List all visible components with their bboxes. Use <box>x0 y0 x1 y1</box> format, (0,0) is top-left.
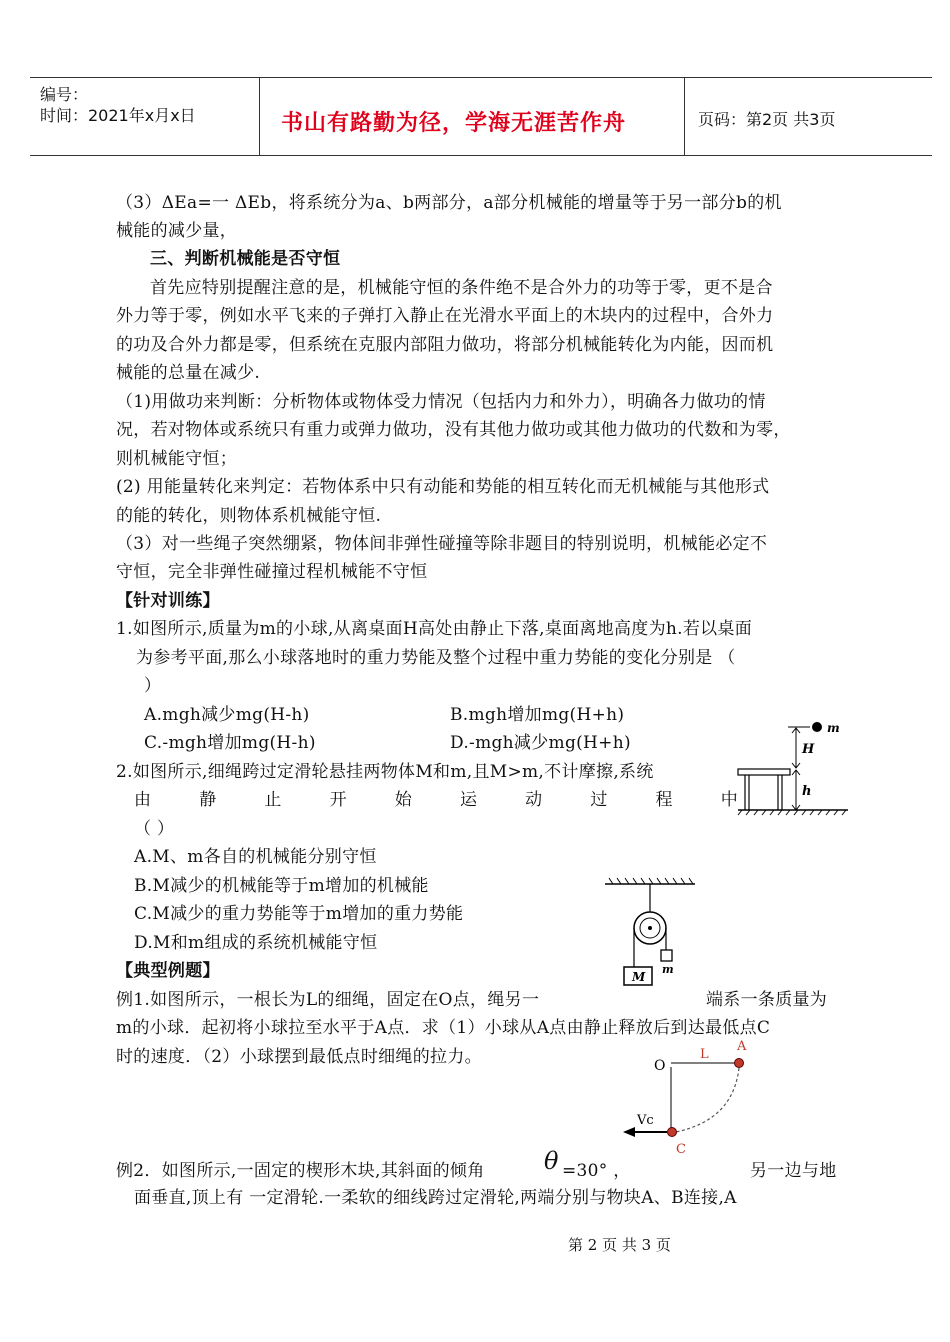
ex2-line1-part3: 另一边与地 <box>750 1161 837 1181</box>
q1-line3: ） <box>144 676 162 696</box>
header-bottom-rule <box>30 155 932 156</box>
q2-char: 运 <box>459 790 478 810</box>
ball <box>812 722 822 732</box>
p3-line2: 械能的减少量， <box>116 221 238 241</box>
q2-char: 静 <box>199 790 217 810</box>
q2-option-c: C.M减少的重力势能等于m增加的重力势能 <box>134 904 464 924</box>
h-label: h <box>802 784 812 799</box>
method2-line2: 的能的转化，则物体系机械能守恒. <box>116 506 382 526</box>
q1-option-a: A.mgh减少mg(H-h) <box>144 705 310 725</box>
q2-char: 中 <box>720 790 738 810</box>
q2-option-a: A.M、m各自的机械能分别守恒 <box>134 847 377 867</box>
method1-line3: 则机械能守恒； <box>116 449 238 469</box>
q1-option-d: D.-mgh减少mg(H+h) <box>450 733 631 753</box>
point-A-label: A <box>737 1039 747 1054</box>
p3-line1: （3）ΔEa=一 ΔEb，将系统分为a、b两部分，a部分机械能的增量等于另一部分b的机 <box>116 193 782 213</box>
q2-line2 <box>134 785 738 810</box>
q2-char: 过 <box>590 790 608 810</box>
ball-label: m <box>827 721 840 735</box>
small-mass-label: m <box>662 963 674 976</box>
examples-title: 【典型例题】 <box>116 961 220 981</box>
figure-pendulum <box>615 1032 775 1160</box>
theta-symbol: θ <box>544 1147 559 1175</box>
ceiling-hatching <box>609 878 693 884</box>
q2-char: 动 <box>525 790 543 810</box>
figure-pulley <box>600 876 700 992</box>
pulley-axle <box>648 926 652 930</box>
method3-line1: （3）对一些绳子突然绷紧，物体间非弹性碰撞等除非题目的特别说明，机械能必定不 <box>116 534 768 554</box>
q2-char: 止 <box>264 790 282 810</box>
q2-option-b: B.M减少的机械能等于m增加的机械能 <box>134 876 429 896</box>
intro-line3: 的功及合外力都是零，但系统在克服内部阻力做功，将部分机械能转化为内能，因而机 <box>116 335 774 355</box>
header-motto: 书山有路勤为径，学海无涯苦作舟 <box>281 111 627 136</box>
ex2-line1-part2: =30° ， <box>562 1161 631 1181</box>
point-C-label: C <box>676 1142 686 1157</box>
small-mass-block <box>661 950 672 961</box>
method2-line1: (2) 用能量转化来判定：若物体系中只有动能和势能的相互转化而无机械能与其他形式 <box>116 477 770 497</box>
q1-line2: 为参考平面,那么小球落地时的重力势能及整个过程中重力势能的变化分别是 （ <box>136 648 736 668</box>
section3-title: 三、判断机械能是否守恒 <box>150 249 341 269</box>
table-top <box>738 769 790 775</box>
H-label: H <box>802 742 815 757</box>
header-divider-left <box>259 77 260 156</box>
ball-at-C <box>668 1128 677 1137</box>
q1-line1: 1.如图所示,质量为m的小球,从离桌面H高处由静止下落,桌面离地高度为h.若以桌面 <box>116 619 753 639</box>
q2-char: 开 <box>329 790 347 810</box>
q2-char: 程 <box>655 790 673 810</box>
ex1-line1-part1: 例1.如图所示，一根长为L的细绳，固定在O点，绳另一 <box>116 990 540 1010</box>
ex1-line1-part2: 端系一条质量为 <box>706 990 828 1010</box>
q2-char: 始 <box>394 790 413 810</box>
method1-line1: （1)用做功来判断：分析物体或物体受力情况（包括内力和外力），明确各力做功的情 <box>116 392 766 412</box>
velocity-arrowhead <box>623 1127 635 1137</box>
intro-line2: 外力等于零，例如水平飞来的子弹打入静止在光滑水平面上的木块内的过程中，合外力 <box>116 306 774 326</box>
q2-line1: 2.如图所示,细绳跨过定滑轮悬挂两物体M和m,且M>m,不计摩擦,系统 <box>116 762 654 782</box>
intro-line1: 首先应特别提醒注意的是，机械能守恒的条件绝不是合外力的功等于零，更不是合 <box>150 278 773 298</box>
point-O-label: O <box>654 1058 666 1074</box>
velocity-Vc-label: Vc <box>637 1113 654 1128</box>
ex1-line2: m的小球．起初将小球拉至水平于A点．求（1）小球从A点由静止释放后到达最低点C <box>116 1018 771 1038</box>
header-divider-right <box>684 77 685 156</box>
intro-line4: 械能的总量在减少. <box>116 363 261 383</box>
method3-line2: 守恒，完全非弹性碰撞过程机械能不守恒 <box>116 562 428 582</box>
header-number: 编号： <box>40 85 89 104</box>
figure-table-ball <box>736 718 852 818</box>
big-mass-label: M <box>632 970 646 984</box>
ex2-line1-part1: 例2．如图所示,一固定的楔形木块,其斜面的倾角 <box>116 1161 485 1181</box>
q2-option-d: D.M和m组成的系统机械能守恒 <box>134 933 378 953</box>
ex1-line3: 时的速度．（2）小球摆到最低点时细绳的拉力。 <box>116 1047 482 1067</box>
header-time: 时间：2021年x月x日 <box>40 106 196 125</box>
ball-at-A <box>735 1059 744 1068</box>
length-L-label: L <box>700 1047 709 1062</box>
footer-page-number: 第 2 页 共 3 页 <box>568 1236 671 1254</box>
ex2-line2: 面垂直,顶上有 一定滑轮.一柔软的细线跨过定滑轮,两端分别与物块A、B连接,A <box>134 1188 737 1208</box>
q2-char: 由 <box>134 790 152 810</box>
training-title: 【针对训练】 <box>116 591 220 611</box>
header-page-info: 页码：第2页 共3页 <box>698 110 836 129</box>
q1-option-c: C.-mgh增加mg(H-h) <box>144 733 316 753</box>
header-top-rule <box>30 77 932 78</box>
q1-option-b: B.mgh增加mg(H+h) <box>450 705 625 725</box>
q2-paren: （ ） <box>134 819 175 839</box>
method1-line2: 况，若对物体或系统只有重力或弹力做功，没有其他力做功或其他力做功的代数和为零， <box>116 420 791 440</box>
swing-arc <box>676 1068 739 1132</box>
